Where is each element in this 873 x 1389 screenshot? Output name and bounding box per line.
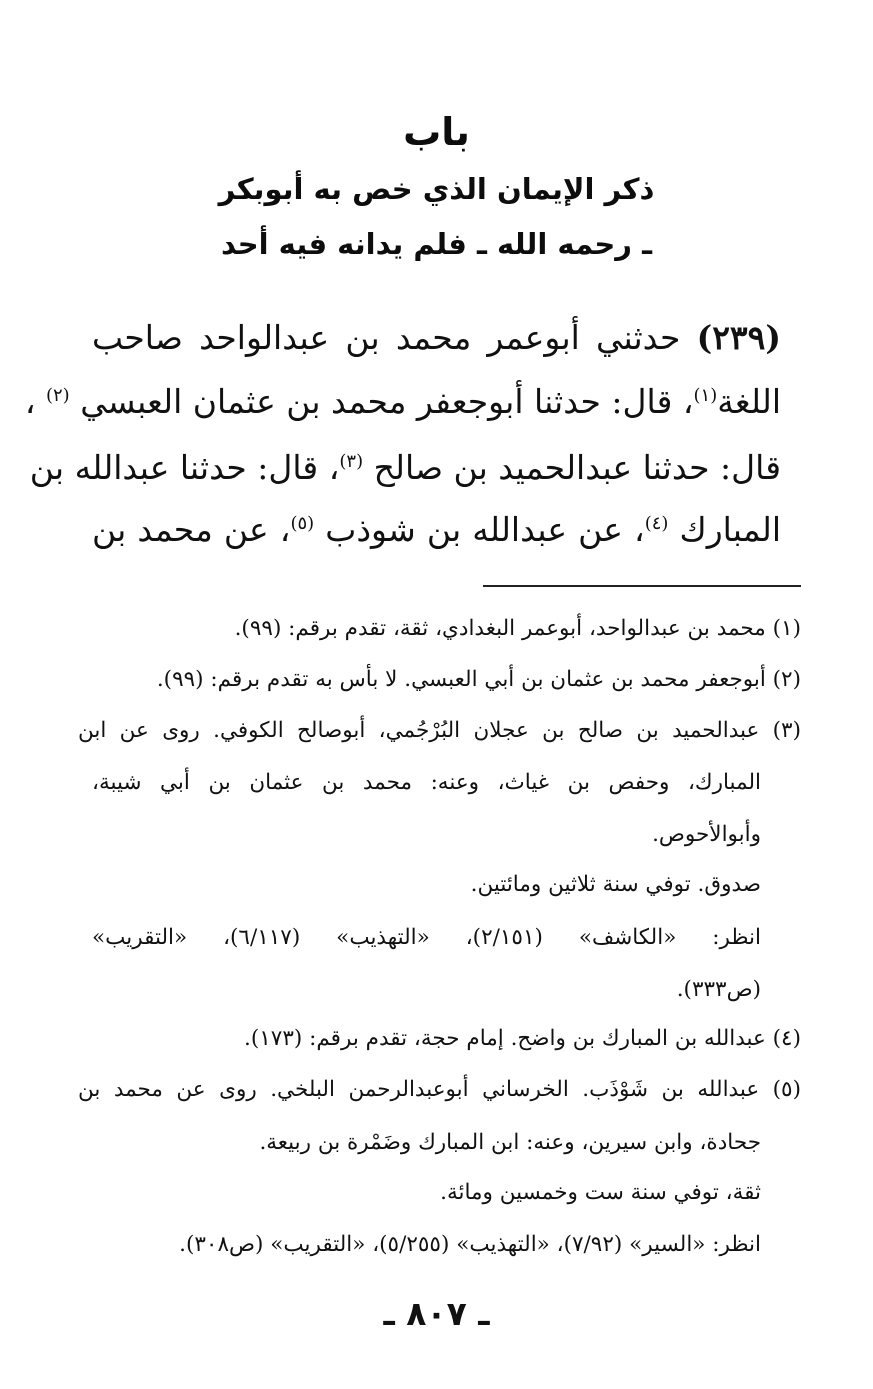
footnote-5-line-4: انظر: «السير» (٧/٩٢)، «التهذيب» (٥/٢٥٥)، «التقريب» (ص٣٠٨). (179, 1232, 761, 1257)
footnote-marker-3: (٣) (339, 451, 364, 472)
hadith-text-segment: ، قال: حدثنا أبوجعفر محمد بن عثمان العبسي (80, 382, 694, 421)
footnote-marker-4: (٤) (644, 513, 669, 534)
footnote-marker-2: (٢) (45, 385, 70, 406)
footnote-1: (١) محمد بن عبدالواحد، أبوعمر البغدادي، ثقة، تقدم برقم: (٩٩). (234, 616, 801, 641)
hadith-text-line-1 (92, 318, 781, 357)
footnote-4: (٤) عبدالله بن المبارك بن واضح. إمام حجة، تقدم برقم: (١٧٣). (244, 1026, 801, 1051)
footnote-5-line-3: ثقة، توفي سنة ست وخمسين ومائة. (440, 1180, 761, 1205)
footnote-5-line-1: (٥) عبدالله بن شَوْذَب. الخرساني أبوعبدالرحمن البلخي. روى عن محمد بن (78, 1077, 801, 1102)
footnote-3-line-6: (ص٣٣٣). (676, 977, 761, 1002)
page-number: ـ ٨٠٧ ـ (383, 1294, 490, 1333)
chapter-subtitle-line-1: ذكر الإيمان الذي خص به أبوبكر (218, 172, 655, 206)
footnote-3-line-1: (٣) عبدالحميد بن صالح بن عجلان البُرْجُمي، أبوصالح الكوفي. روى عن ابن (78, 718, 801, 743)
footnote-3-line-2: المبارك، وحفص بن غياث، وعنه: محمد بن عثمان بن أبي شيبة، (92, 770, 761, 795)
hadith-number: (٢٣٩) (696, 318, 781, 357)
footnote-3-line-4: صدوق. توفي سنة ثلاثين ومائتين. (470, 872, 761, 897)
footnote-divider (483, 585, 801, 587)
chapter-heading: باب (403, 110, 470, 154)
hadith-text-line-2 (24, 382, 781, 421)
hadith-text-segment: ، عن عبدالله بن شوذب (325, 510, 645, 549)
footnote-3-line-3: وأبوالأحوص. (652, 822, 761, 847)
hadith-text-segment: اللغة (717, 382, 781, 421)
hadith-text-line-4 (92, 510, 781, 549)
hadith-text-segment: ، (24, 382, 36, 421)
hadith-text-segment: ، قال: حدثنا عبدالله بن (29, 448, 340, 487)
footnote-marker-5: (٥) (290, 513, 315, 534)
footnote-3-line-5: انظر: «الكاشف» (٢/١٥١)، «التهذيب» (٦/١١٧)، «التقريب» (92, 925, 761, 950)
hadith-text-segment: المبارك (679, 510, 781, 549)
footnote-5-line-2: جحادة، وابن سيرين، وعنه: ابن المبارك وضَمْرة بن ربيعة. (259, 1130, 761, 1155)
hadith-text-line-3 (29, 448, 781, 487)
hadith-text-segment: ، عن محمد بن (92, 510, 291, 549)
footnote-marker-1: (١) (693, 385, 718, 406)
footnote-2: (٢) أبوجعفر محمد بن عثمان بن أبي العبسي. لا بأس به تقدم برقم: (٩٩). (156, 667, 801, 692)
hadith-text-segment: قال: حدثنا عبدالحميد بن صالح (373, 448, 781, 487)
chapter-subtitle-line-2: ـ رحمه الله ـ فلم يدانه فيه أحد (220, 227, 652, 261)
hadith-text-segment: حدثني أبوعمر محمد بن عبدالواحد صاحب (92, 318, 697, 357)
